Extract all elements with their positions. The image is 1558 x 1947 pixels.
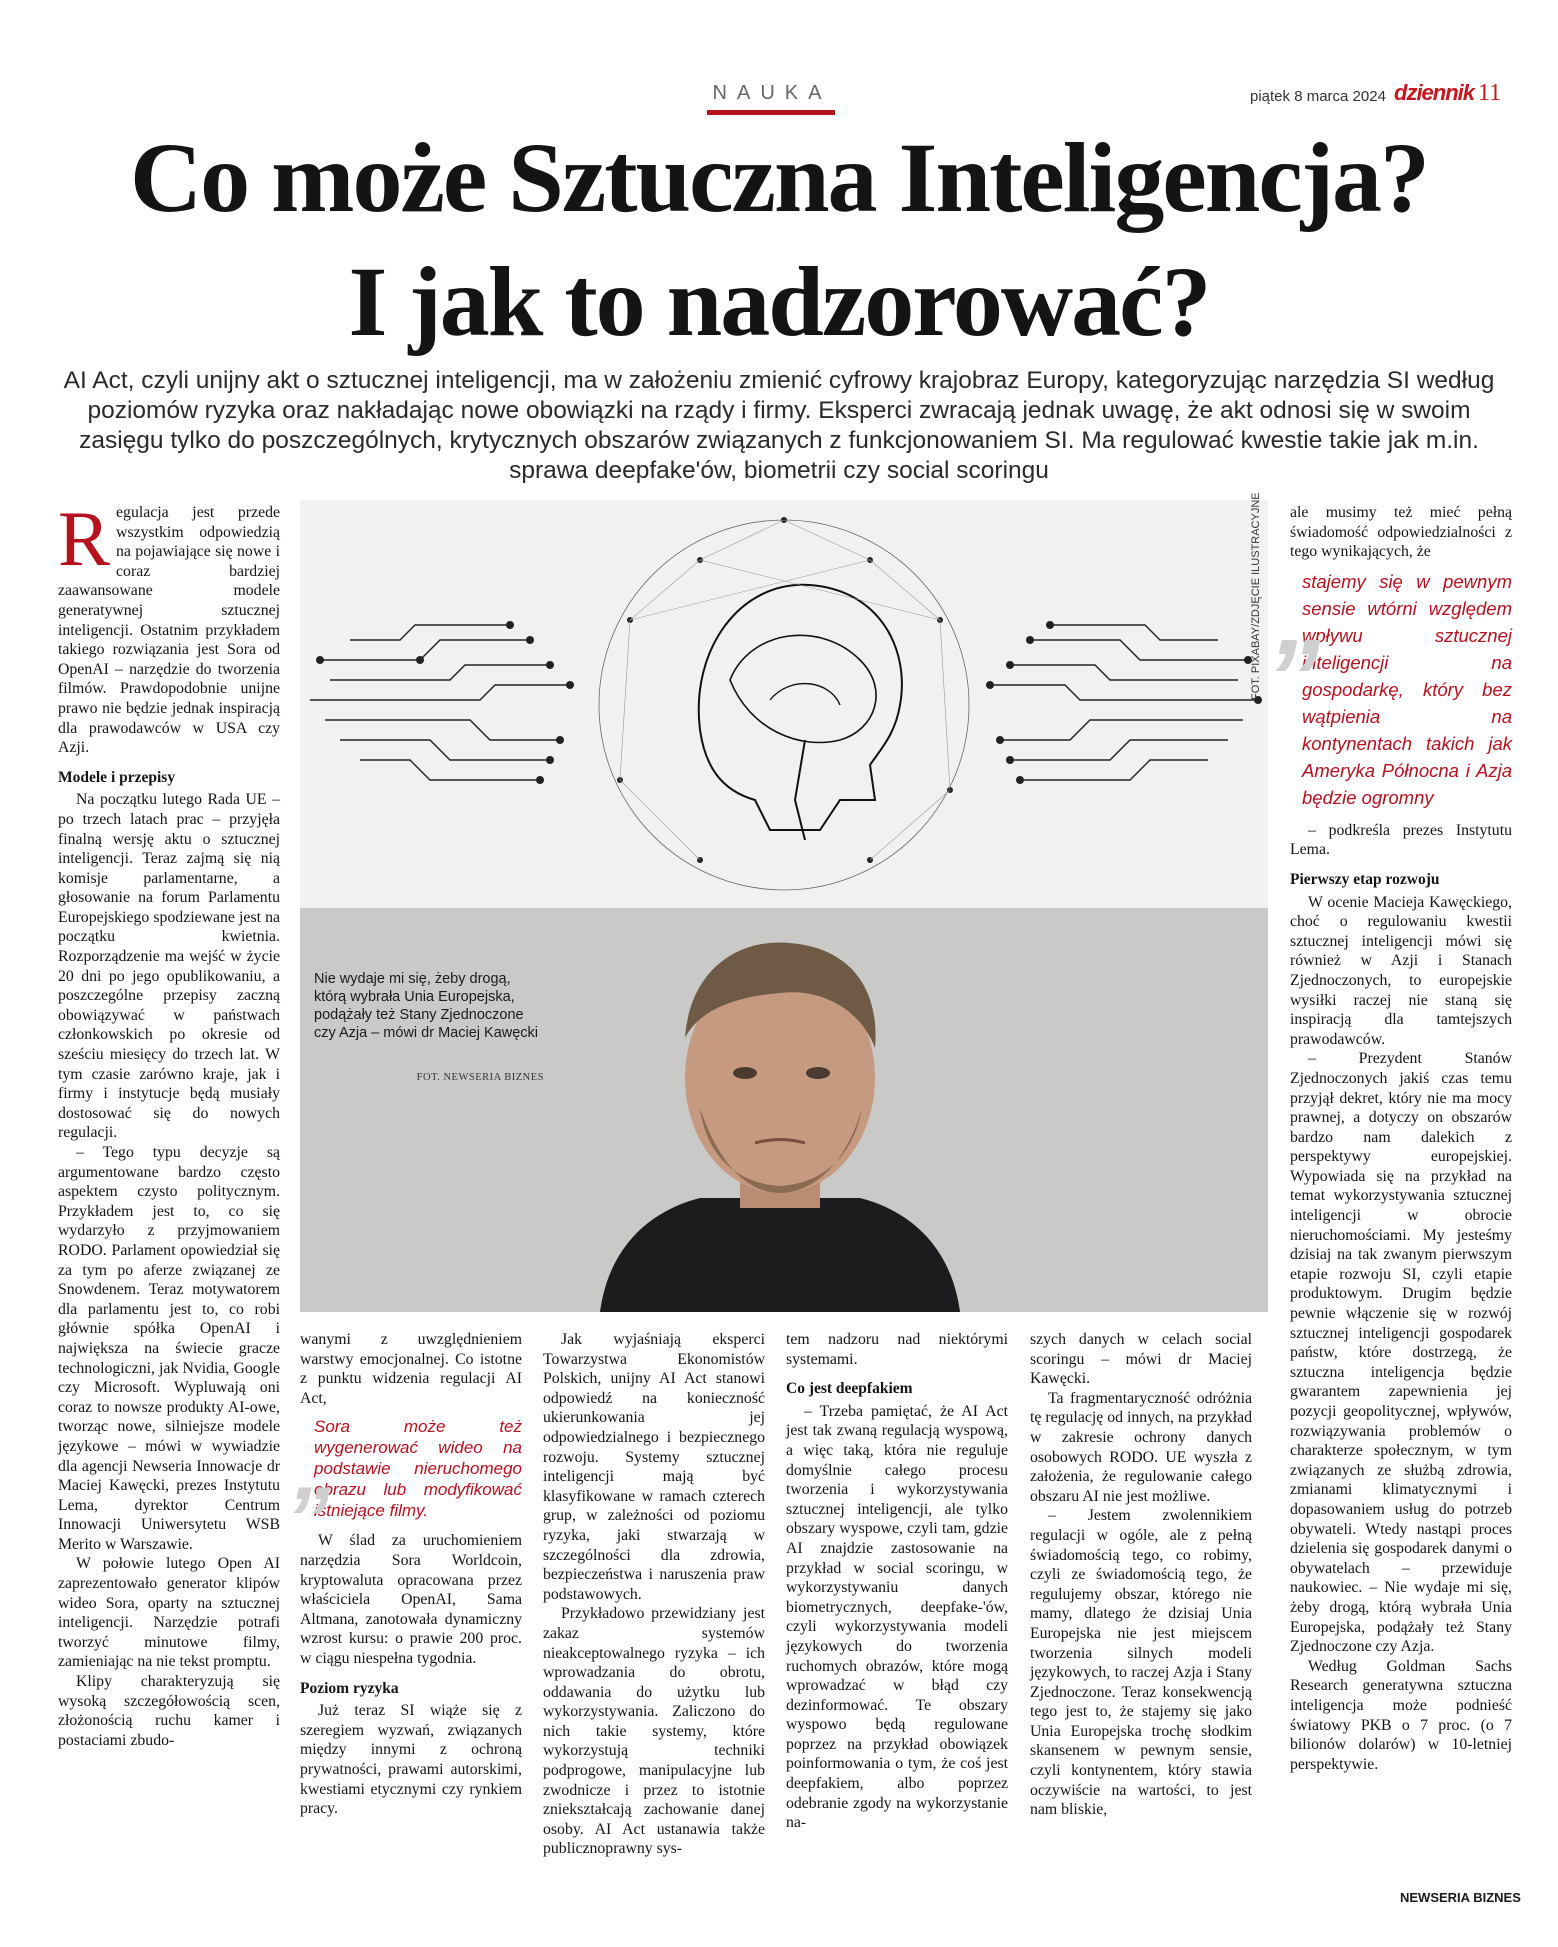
headline-line-1: Co może Sztuczna Inteligencja?: [129, 122, 1429, 233]
pull-quote-sora: [294, 1416, 522, 1521]
pull-quote-text: Sora może też wygenerować wideo na podstawie nieruchomego obrazu lub modyfikować istniejące filmy.: [314, 1417, 522, 1521]
pull-quote-economy: [1276, 554, 1512, 811]
article-column-5: [1030, 1330, 1252, 1820]
quote-mark-icon: „: [1276, 554, 1331, 678]
paragraph: – Jestem zwolennikiem regulacji w ogóle, ale z pełną świadomością tego, co robimy, czyli ze świadomością tego, że regulujemy obszar, którego nie mamy, dlatego że dzisiaj Unia Europejska nie jest miejscem tworzenia silnych modeli językowych, to raczej Azja i Stany Zjednoczone. Teraz konsekwencją tego jest to, że stajemy się jako Unia Europejska trochę słodkim skansenem w pewnym sensie, czyli kontynentem, który stawia oczywiście na wartości, to jest nam bliskie,: [1030, 1507, 1252, 1819]
lead-paragraph: AI Act, czyli unijny akt o sztucznej inteligencji, ma w założeniu zmienić cyfrowy krajobraz Europy, kategoryzując narzędzia SI według poziomów ryzyka oraz nakładając nowe obowiązki na rządy i firmy. Eksperci zwracają jednak uwagę, że akt odnosi się w swoim zasięgu tylko do poszczególnych, krytycznych obszarów związanych z funkcjonowaniem SI. Ma regulować kwestie takie jak m.in. sprawa deepfake'ów, biometrii czy social scoringu: [63, 367, 1495, 484]
pull-quote-text: stajemy się w pewnym sensie wtórni względem wpływu sztucznej inteligencji na gospodarkę, który bez wątpienia na kontynentach takich jak Ameryka Północna i Azja będzie ogromny: [1302, 570, 1512, 808]
drop-cap: R: [58, 495, 111, 582]
subhead-models: Modele i przepisy: [58, 768, 176, 786]
paragraph: szych danych w celach social scoringu – mówi dr Maciej Kawęcki.: [1030, 1331, 1252, 1388]
article-column-6: [1276, 503, 1512, 1774]
article-column-3: [543, 1330, 765, 1859]
paragraph: Na początku lutego Rada UE – po trzech latach prac – przyjęła finalną wersję aktu o sztucznej inteligencji. Teraz zajmą się nią komisje parlamentarne, a głosowanie na forum Parlamentu Europejskiego spodziewane jest na początku kwietnia. Rozporządzenie ma wejść w życie 20 dni po jego opublikowaniu, a poszczególne przepisy zaczną obowiązywać w państwach członkowskich po okresie od sześciu miesięcy do trzech lat. W tym czasie zarówno kraje, jak i firmy i instytucje będą musiały dostosować się do nowych regulacji.: [58, 791, 280, 1142]
quote-mark-icon: „: [294, 1419, 339, 1520]
portrait-caption: Nie wydaje mi się, żeby drogą, którą wybrała Unia Europejska, podążały też Stany Zjednoczone czy Azja – mówi dr Maciej Kawęcki: [314, 971, 539, 1041]
article-signature: NEWSERIA BIZNES: [1400, 1890, 1521, 1905]
brain-network-graphic: [300, 500, 1268, 908]
paragraph: – podkreśla prezes Instytutu Lema.: [1290, 821, 1512, 859]
paragraph: ale musimy też mieć pełną świadomość odpowiedzialności z tego wynikających, że: [1290, 504, 1512, 561]
issue-date: piątek 8 marca 2024: [1250, 88, 1386, 105]
intro-text: egulacja jest przede wszystkim odpowiedzią na pojawiające się nowe i coraz bardziej zaawansowane modele generatywnej sztucznej inteligencji. Ostatnim przykładem takiego rozwiązania jest Sora od OpenAI – narzędzie do tworzenia filmów. Prawdopodobnie unijne prawo nie będzie jednak inspiracją dla prawodawców w USA czy Azji.: [58, 504, 280, 757]
paragraph: – Tego typu decyzje są argumentowane bardzo często aspektem czysto politycznym. Przykładem jest to, co się wydarzyło z przyjmowaniem RODO. Parlament opowiedział się za tym po aferze związanej ze Snowdenem. Teraz motywatorem dla parlamentu jest to, co robi głównie spółka OpenAI i największa na świecie gracze technologiczni, jak Nvidia, Google czy Microsoft. Wypluwają oni coraz to nowsze produkty AI-owe, tworząc nowe, silniejsze modele językowe – mówi w wywiadzie dla agencji Newseria Innowacje dr Maciej Kawęcki, prezes Instytutu Lema, dyrektor Centrum Innowacji Uniwersytetu WSB Merito w Warszawie.: [58, 1144, 280, 1553]
paragraph: – Trzeba pamiętać, że AI Act jest tak zwaną regulacją wyspową, a więc taką, która nie reguluje domyślnie całego procesu tworzenia i wykorzystywania sztucznej inteligencji, ale tylko obszary wyspowe, czyli tam, gdzie AI znajdzie zastosowanie na przykład w social scoringu, w wykorzystywaniu danych biometrycznych, deepfake-'ów, czyli wykorzystywania modeli językowych do tworzenia ruchomych obrazów, które mogą wprowadzać w błąd czy dezinformować. Te obszary wyspowo będą regulowane poprzez na przykład obowiązek poinformowania o tym, że coś jest deepfakiem, albo poprzez odebranie zgody na wykorzystanie na-: [786, 1402, 1008, 1832]
paragraph: tem nadzoru nad niektórymi systemami.: [786, 1331, 1008, 1368]
page-number: 11: [1478, 80, 1502, 106]
article-column-4: [786, 1330, 1008, 1833]
portrait-credit: FOT. NEWSERIA BIZNES: [416, 1072, 544, 1083]
paragraph: Przykładowo przewidziany jest zakaz systemów nieakceptowalnego ryzyka – ich wprowadzania do obrotu, oddawania do użytku lub wykorzystywania. Zaliczono do nich takie systemy, które wykorzystują techniki podprogowe, manipulacyjne lub zwodnicze i przez to istotnie zniekształcają zachowanie danej osoby. AI Act ustanawia także publicznoprawny sys-: [543, 1605, 765, 1858]
paragraph: Jak wyjaśniają eksperci Towarzystwa Ekonomistów Polskich, unijny AI Act stanowi odpowiedź na konieczność ukierunkowania jej odpowiedzialnego i bezpiecznego rozwoju. Systemy sztucznej inteligencji mają być klasyfikowane w ramach czterech grup, w zależności od poziomu ryzyka, jaki stwarzają w szczególności dla zdrowia, bezpieczeństwa i naruszenia praw podstawowych.: [543, 1331, 765, 1603]
illustration-credit: FOT. PIXABAY/ZDJĘCIE ILUSTRACYJNE: [1250, 492, 1262, 700]
section-label: NAUKA: [712, 82, 832, 104]
newspaper-logo: dziennik: [1394, 80, 1475, 105]
paragraph: Już teraz SI wiąże się z szeregiem wyzwań, związanych między innymi z ochroną prywatności, prawami autorskimi, kwestiami etycznymi czy rynkiem pracy.: [300, 1702, 522, 1818]
paragraph: Ta fragmentaryczność odróżnia tę regulację od innych, na przykład w zakresie ochrony danych osobowych RODO. UE wyszła z założenia, że regulowanie całego obszaru AI nie jest możliwe.: [1030, 1389, 1252, 1505]
portrait-photo: [300, 908, 1268, 1312]
section-rule: [707, 110, 835, 115]
paragraph: Klipy charakteryzują się wysoką szczegółowością scen, złożonością ruchu kamer i postaciami zbudo-: [58, 1673, 280, 1749]
paragraph: – Prezydent Stanów Zjednoczonych jakiś czas temu przyjął dekret, który nie ma mocy prawnej, a dotyczy on obszarów bardzo nam dalekich z perspektywy europejskiej. Wypowiada się na przykład na temat wykorzystywania sztucznej inteligencji w obrocie nieruchomościami. My jesteśmy dzisiaj na tak zwanym pierwszym etapie rozwoju SI, czyli etapie produktowym. Drugim będzie pewnie włączenie się w rozwój sztucznej inteligencji gospodarek państw, które dostrzegą, że sztuczna inteligencja będzie gwarantem zapewnienia jej pozycji geopolitycznej, wpływów, rozwiązywania problemów o charakterze społecznym, w tym związanych ze służbą zdrowia, zmianami klimatycznymi i dopasowaniem usług do potrzeb obywateli. Wtedy nastąpi proces dzielenia się gospodarek danymi o obywatelach – przewiduje naukowiec. – Nie wydaje mi się, żeby drogą, którą wybrała Unia Europejska, podążały też Stany Zjednoczone czy Azja.: [1290, 1050, 1512, 1656]
paragraph: W ślad za uruchomieniem narzędzia Sora Worldcoin, kryptowaluta opracowana przez właściciela OpenAI, Sama Altmana, zanotowała dynamiczny wzrost kursu: o prawie 200 proc. w ciągu niespełna tygodnia.: [300, 1532, 522, 1667]
subhead-first-stage: Pierwszy etap rozwoju: [1290, 870, 1440, 888]
column-1-intro: [58, 495, 280, 758]
paragraph: W ocenie Macieja Kawęckiego, choć o regulowaniu kwestii sztucznej inteligencji mówi się również w Azji i Stanach Zjednoczonych, to europejskie wysiłki raczej nie staną się inspiracją dla tamtejszych prawodawców.: [1290, 893, 1512, 1048]
paragraph: W połowie lutego Open AI zaprezentowało generator klipów wideo Sora, oparty na sztucznej inteligencji. Narzędzie potrafi tworzyć minutowe filmy, zamieniając na nie tekst promptu.: [58, 1555, 280, 1671]
article-column-1: [58, 495, 280, 1750]
portrait-figure: [300, 908, 1268, 1312]
subhead-risk: Poziom ryzyka: [300, 1679, 399, 1697]
subhead-deepfake: Co jest deepfakiem: [786, 1380, 913, 1398]
paragraph: Według Goldman Sachs Research generatywna sztuczna inteligencja może podnieść światowy PKB o 7 proc. (o 7 bilionów dolarów) w 10-letniej perspektywie.: [1290, 1657, 1512, 1773]
article-column-2: [294, 1330, 522, 1819]
headline: [30, 116, 1528, 364]
ai-brain-illustration: [300, 500, 1268, 908]
headline-line-2: I jak to nadzorować?: [348, 246, 1210, 357]
paragraph: wanymi z uwzględnieniem warstwy emocjonalnej. Co istotne z punktu widzenia regulacji AI Act,: [300, 1331, 522, 1407]
